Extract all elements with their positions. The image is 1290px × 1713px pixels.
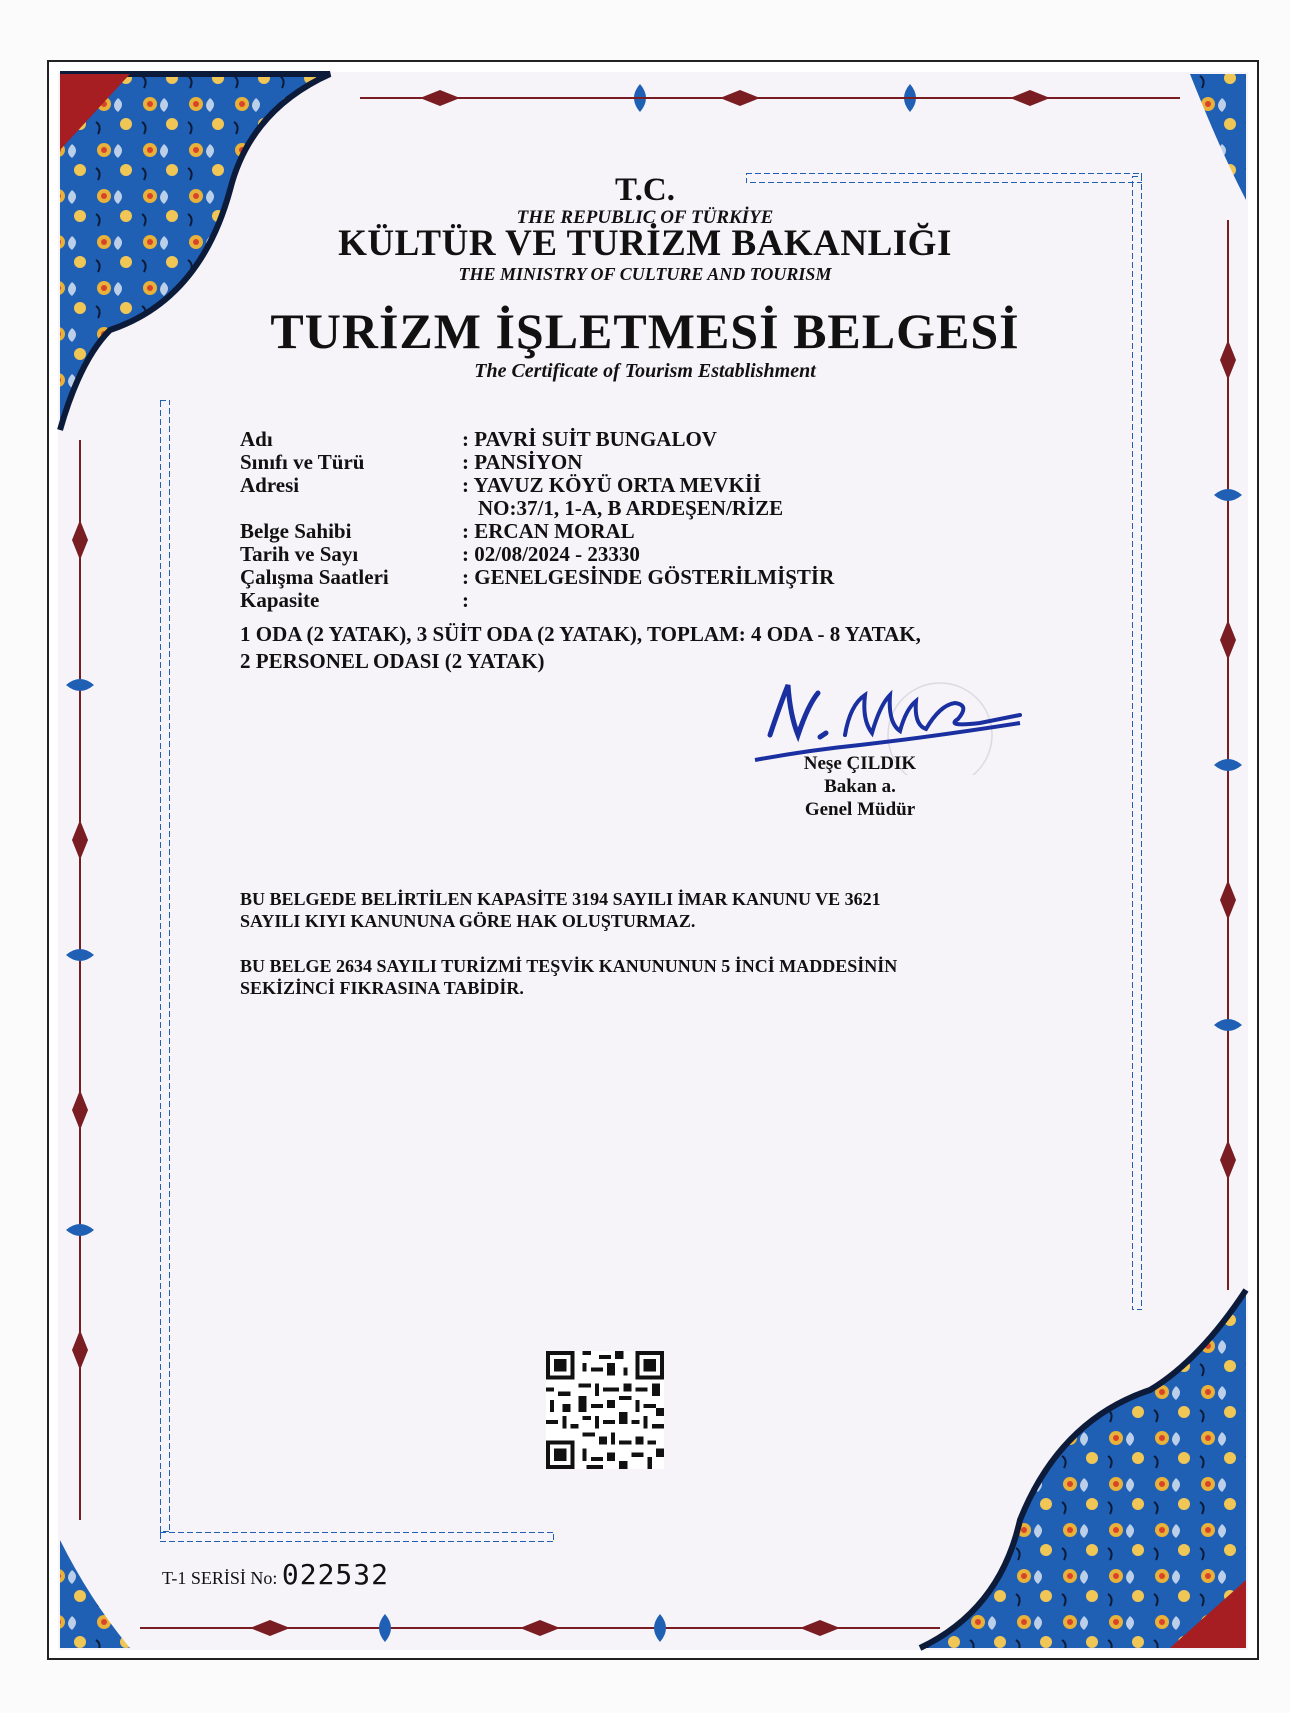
signer-name: Neşe ÇILDIK [803,753,917,774]
field-value: : 02/08/2024 - 23330 [462,542,640,566]
field-value: : YAVUZ KÖYÜ ORTA MEVKİİ [462,473,762,497]
field-value: NO:37/1, 1-A, B ARDEŞEN/RİZE [478,496,784,520]
signer-role-2: Genel Müdür [804,799,916,820]
field-row-capacity [240,589,834,612]
capacity-line-1: 1 ODA (2 YATAK), 3 SÜİT ODA (2 YATAK), TOPLAM: 4 ODA - 8 YATAK, [240,622,921,646]
notice-line: BU BELGEDE BELİRTİLEN KAPASİTE 3194 SAYILI İMAR KANUNU VE 3621 [240,889,881,909]
signer-block [760,752,960,821]
signer-role-1: Bakan a. [824,776,896,797]
header-tc: T.C. [615,172,675,208]
establishment-fields [240,428,834,612]
header-republic: THE REPUBLIC OF TÜRKİYE [516,207,774,228]
field-row-name [240,428,834,451]
notice-law [240,955,1020,999]
serial-label: T-1 SERİSİ No: [162,1568,278,1588]
notice-line: SEKİZİNCİ FIKRASINA TABİDİR. [240,978,524,998]
field-value: : PAVRİ SUİT BUNGALOV [462,427,717,451]
certificate-subtitle: The Certificate of Tourism Establishment [474,360,816,382]
field-value: : [462,588,469,612]
field-row-owner [240,520,834,543]
serial-number [162,1558,389,1591]
field-label: Adı [240,427,273,451]
field-label: Sınıfı ve Türü [240,450,365,474]
field-value: : GENELGESİNDE GÖSTERİLMİŞTİR [462,565,835,589]
field-label: Çalışma Saatleri [240,565,389,589]
certificate-title: TURİZM İŞLETMESİ BELGESİ [270,303,1020,359]
greek-key-border-left [160,400,170,1532]
notice-line: SAYILI KIYI KANUNUNA GÖRE HAK OLUŞTURMAZ. [240,911,696,931]
field-label: Tarih ve Sayı [240,542,359,566]
capacity-line-2: 2 PERSONEL ODASI (2 YATAK) [240,649,545,673]
header-ministry: KÜLTÜR VE TURİZM BAKANLIĞI [338,223,952,264]
field-row-date [240,543,834,566]
field-row-address [240,474,834,497]
field-value: : PANSİYON [462,450,583,474]
field-row-class [240,451,834,474]
notice-capacity [240,888,1020,932]
field-label: Kapasite [240,588,320,612]
qr-code[interactable] [546,1351,664,1469]
field-row-hours [240,566,834,589]
field-value: : ERCAN MORAL [462,519,635,543]
field-label: Belge Sahibi [240,519,352,543]
field-label: Adresi [240,473,300,497]
serial-value: 022532 [281,1558,390,1591]
field-row-address-cont [240,497,834,520]
field-label [240,497,462,520]
notice-line: BU BELGE 2634 SAYILI TURİZMİ TEŞVİK KANUNUNUN 5 İNCİ MADDESİNİN [240,956,898,976]
greek-key-border-bottom [160,1532,554,1542]
header-ministry-en: THE MINISTRY OF CULTURE AND TOURISM [458,264,832,284]
